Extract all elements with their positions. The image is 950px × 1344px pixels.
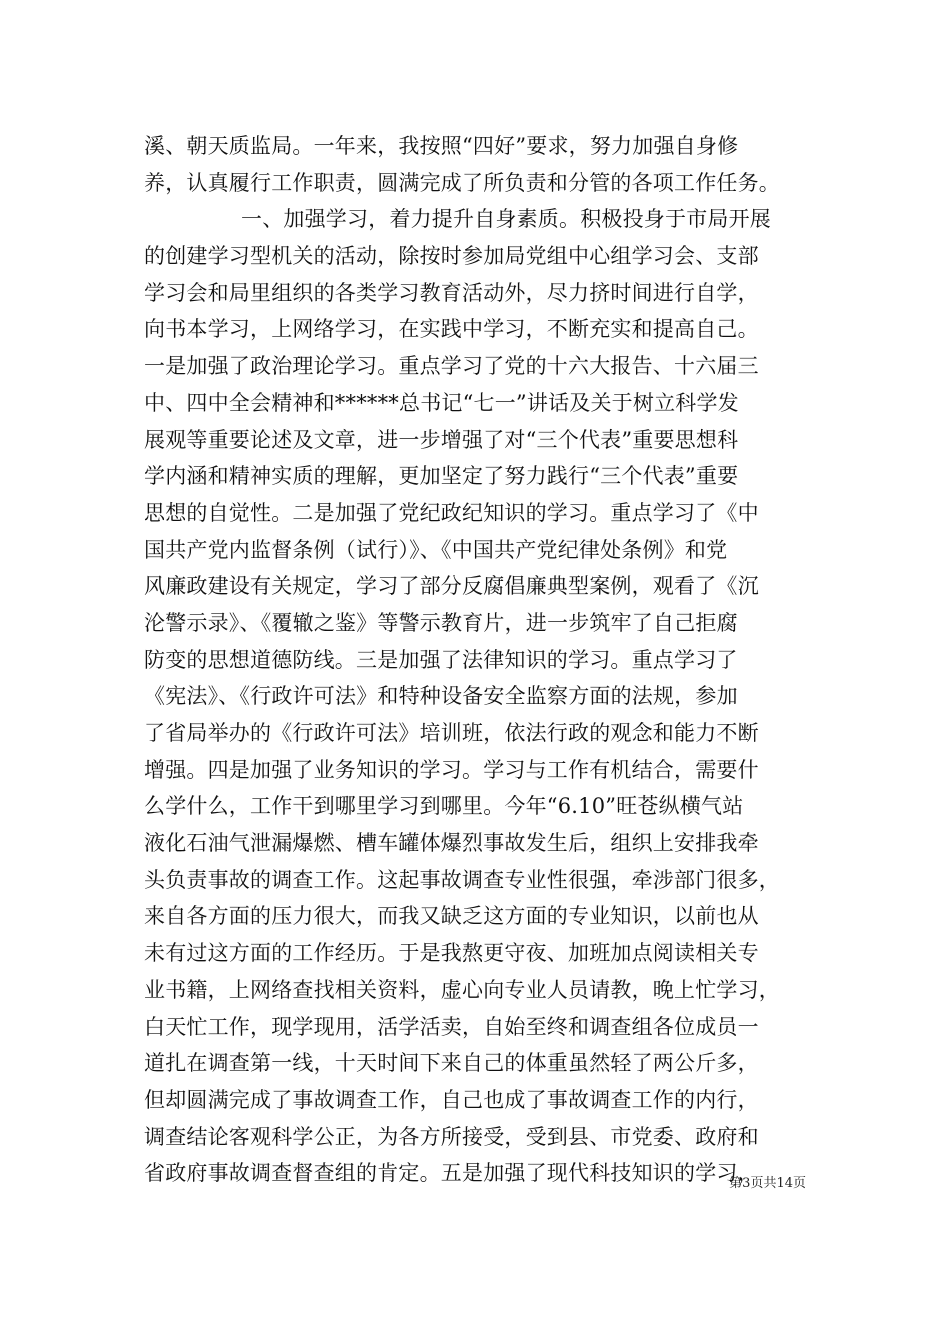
text-line: 省政府事故调查督查组的肯定。五是加强了现代科技知识的学习， xyxy=(144,1161,759,1186)
text-line: 么学什么，工作干到哪里学习到哪里。今年“6.10”旺苍纵横气站 xyxy=(144,794,744,819)
text-line: 调查结论客观科学公正，为各方所接受，受到县、市党委、政府和 xyxy=(144,1124,759,1149)
text-line: 防变的思想道德防线。三是加强了法律知识的学习。重点学习了 xyxy=(144,647,738,672)
text-line: 一是加强了政治理论学习。重点学习了党的十六大报告、十六届三 xyxy=(144,354,759,379)
document-body xyxy=(144,128,824,1192)
text-line: 思想的自觉性。二是加强了党纪政纪知识的学习。重点学习了《中 xyxy=(144,500,759,525)
text-line: 头负责事故的调查工作。这起事故调查专业性很强，牵涉部门很多， xyxy=(144,867,780,892)
text-line: 风廉政建设有关规定，学习了部分反腐倡廉典型案例，观看了《沉 xyxy=(144,574,759,599)
text-line: 国共产党内监督条例（试行）》、《中国共产党纪律处条例》和党 xyxy=(144,537,728,562)
text-line: 沦警示录》、《覆辙之鉴》等警示教育片，进一步筑牢了自己拒腐 xyxy=(144,610,738,635)
section-heading-line: 一、加强学习，着力提升自身素质。积极投身于市局开展 xyxy=(241,207,771,232)
text-line: 道扎在调查第一线，十天时间下来自己的体重虽然轻了两公斤多， xyxy=(144,1051,759,1076)
text-line: 展观等重要论述及文章，进一步增强了对“三个代表”重要思想科 xyxy=(144,427,739,452)
text-line: 液化石油气泄漏爆燃、槽车罐体爆烈事故发生后，组织上安排我牵 xyxy=(144,831,759,856)
text-line: 增强。四是加强了业务知识的学习。学习与工作有机结合，需要什 xyxy=(144,757,759,782)
text-line: 但却圆满完成了事故调查工作，自己也成了事故调查工作的内行， xyxy=(144,1087,759,1112)
text-line: 学内涵和精神实质的理解，更加坚定了努力践行“三个代表”重要 xyxy=(144,464,739,489)
text-line: 未有过这方面的工作经历。于是我熬更守夜、加班加点阅读相关专 xyxy=(144,941,759,966)
page-number-footer: 第3页共14页 xyxy=(729,1176,806,1191)
text-line: 白天忙工作，现学现用，活学活卖，自始至终和调查组各位成员一 xyxy=(144,1014,759,1039)
text-line: 来自各方面的压力很大，而我又缺乏这方面的专业知识，以前也从 xyxy=(144,904,759,929)
text-line: 养，认真履行工作职责，圆满完成了所负责和分管的各项工作任务。 xyxy=(144,170,780,195)
text-line: 了省局举办的《行政许可法》培训班，依法行政的观念和能力不断 xyxy=(144,721,759,745)
text-line: 《宪法》、《行政许可法》和特种设备安全监察方面的法规，参加 xyxy=(144,684,738,709)
text-line: 溪、朝天质监局。一年来，我按照“四好”要求，努力加强自身修 xyxy=(144,134,739,158)
text-line: 中、四中全会精神和******总书记“七一”讲话及关于树立科学发 xyxy=(144,390,739,415)
text-line: 的创建学习型机关的活动，除按时参加局党组中心组学习会、支部 xyxy=(144,244,759,269)
text-line: 学习会和局里组织的各类学习教育活动外，尽力挤时间进行自学， xyxy=(144,280,759,305)
text-line: 业书籍，上网络查找相关资料，虚心向专业人员请教，晚上忙学习， xyxy=(144,977,780,1002)
text-line: 向书本学习，上网络学习，在实践中学习，不断充实和提高自己。 xyxy=(144,317,759,342)
